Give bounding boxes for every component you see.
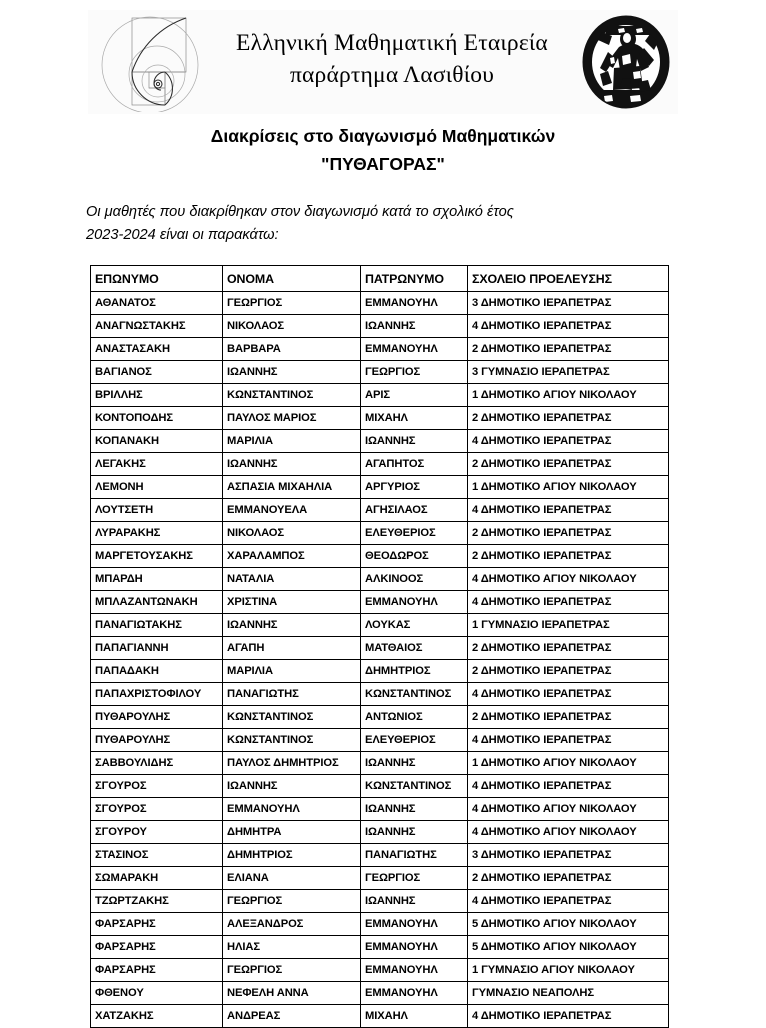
- cell-firstname: ΙΩΑΝΝΗΣ: [223, 614, 361, 637]
- cell-surname: ΜΑΡΓΕΤΟΥΣΑΚΗΣ: [91, 545, 223, 568]
- table-row: [91, 476, 669, 499]
- cell-school: 3 ΔΗΜΟΤΙΚΟ ΙΕΡΑΠΕΤΡΑΣ: [468, 292, 669, 315]
- cell-firstname: ΑΓΑΠΗ: [223, 637, 361, 660]
- cell-surname: ΤΖΩΡΤΖΑΚΗΣ: [91, 890, 223, 913]
- cell-school: 1 ΓΥΜΝΑΣΙΟ ΙΕΡΑΠΕΤΡΑΣ: [468, 614, 669, 637]
- students-table: [90, 265, 669, 1028]
- cell-surname: ΛΟΥΤΣΕΤΗ: [91, 499, 223, 522]
- table-row: [91, 614, 669, 637]
- cell-patronymic: ΕΜΜΑΝΟΥΗΛ: [361, 959, 468, 982]
- cell-patronymic: ΔΗΜΗΤΡΙΟΣ: [361, 660, 468, 683]
- cell-firstname: ΝΑΤΑΛΙΑ: [223, 568, 361, 591]
- cell-patronymic: ΙΩΑΝΝΗΣ: [361, 430, 468, 453]
- cell-school: 4 ΔΗΜΟΤΙΚΟ ΙΕΡΑΠΕΤΡΑΣ: [468, 729, 669, 752]
- cell-firstname: ΠΑΝΑΓΙΩΤΗΣ: [223, 683, 361, 706]
- cell-patronymic: ΑΡΙΣ: [361, 384, 468, 407]
- cell-patronymic: ΓΕΩΡΓΙΟΣ: [361, 867, 468, 890]
- table-row: [91, 798, 669, 821]
- table-row: [91, 821, 669, 844]
- table-header-row: [91, 266, 669, 292]
- cell-firstname: ΧΑΡΑΛΑΜΠΟΣ: [223, 545, 361, 568]
- cell-patronymic: ΕΛΕΥΘΕΡΙΟΣ: [361, 729, 468, 752]
- cell-surname: ΣΓΟΥΡΟΣ: [91, 798, 223, 821]
- cell-patronymic: ΙΩΑΝΝΗΣ: [361, 315, 468, 338]
- ancient-coin-seal-icon: [578, 12, 674, 112]
- cell-patronymic: ΚΩΝΣΤΑΝΤΙΝΟΣ: [361, 683, 468, 706]
- cell-school: 4 ΔΗΜΟΤΙΚΟ ΙΕΡΑΠΕΤΡΑΣ: [468, 775, 669, 798]
- cell-firstname: ΑΝΔΡΕΑΣ: [223, 1005, 361, 1028]
- cell-firstname: ΒΑΡΒΑΡΑ: [223, 338, 361, 361]
- cell-surname: ΒΑΓΙΑΝΟΣ: [91, 361, 223, 384]
- cell-surname: ΑΝΑΣΤΑΣΑΚΗ: [91, 338, 223, 361]
- table-row: [91, 844, 669, 867]
- organization-title: [206, 28, 578, 96]
- table-row: [91, 775, 669, 798]
- cell-school: 4 ΔΗΜΟΤΙΚΟ ΙΕΡΑΠΕΤΡΑΣ: [468, 683, 669, 706]
- table-row: [91, 913, 669, 936]
- column-header-surname: ΕΠΩΝΥΜΟ: [91, 266, 223, 292]
- intro-line-1: Οι μαθητές που διακρίθηκαν στον διαγωνισμό κατά το σχολικό έτος: [86, 204, 514, 220]
- cell-surname: ΑΝΑΓΝΩΣΤΑΚΗΣ: [91, 315, 223, 338]
- cell-patronymic: ΠΑΝΑΓΙΩΤΗΣ: [361, 844, 468, 867]
- cell-school: 2 ΔΗΜΟΤΙΚΟ ΙΕΡΑΠΕΤΡΑΣ: [468, 338, 669, 361]
- intro-paragraph: [86, 201, 646, 247]
- cell-school: 4 ΔΗΜΟΤΙΚΟ ΙΕΡΑΠΕΤΡΑΣ: [468, 890, 669, 913]
- table-row: [91, 660, 669, 683]
- cell-firstname: ΠΑΥΛΟΣ ΔΗΜΗΤΡΙΟΣ: [223, 752, 361, 775]
- cell-school: 5 ΔΗΜΟΤΙΚΟ ΑΓΙΟΥ ΝΙΚΟΛΑΟΥ: [468, 913, 669, 936]
- cell-school: 4 ΔΗΜΟΤΙΚΟ ΙΕΡΑΠΕΤΡΑΣ: [468, 1005, 669, 1028]
- cell-school: 2 ΔΗΜΟΤΙΚΟ ΙΕΡΑΠΕΤΡΑΣ: [468, 453, 669, 476]
- cell-school: 4 ΔΗΜΟΤΙΚΟ ΑΓΙΟΥ ΝΙΚΟΛΑΟΥ: [468, 568, 669, 591]
- cell-patronymic: ΜΙΧΑΗΛ: [361, 1005, 468, 1028]
- table-row: [91, 407, 669, 430]
- cell-firstname: ΓΕΩΡΓΙΟΣ: [223, 959, 361, 982]
- cell-firstname: ΕΜΜΑΝΟΥΕΛΑ: [223, 499, 361, 522]
- page-title: [0, 122, 766, 179]
- cell-patronymic: ΑΝΤΩΝΙΟΣ: [361, 706, 468, 729]
- table-row: [91, 499, 669, 522]
- cell-surname: ΠΥΘΑΡΟΥΛΗΣ: [91, 729, 223, 752]
- cell-surname: ΠΥΘΑΡΟΥΛΗΣ: [91, 706, 223, 729]
- table-row: [91, 292, 669, 315]
- column-header-firstname: ΟΝΟΜΑ: [223, 266, 361, 292]
- page-title-line-1: Διακρίσεις στο διαγωνισμό Μαθηματικών: [210, 126, 556, 146]
- cell-firstname: ΙΩΑΝΝΗΣ: [223, 775, 361, 798]
- cell-school: 1 ΔΗΜΟΤΙΚΟ ΑΓΙΟΥ ΝΙΚΟΛΑΟΥ: [468, 476, 669, 499]
- cell-patronymic: ΕΜΜΑΝΟΥΗΛ: [361, 292, 468, 315]
- table-row: [91, 683, 669, 706]
- cell-patronymic: ΙΩΑΝΝΗΣ: [361, 752, 468, 775]
- table-row: [91, 361, 669, 384]
- cell-surname: ΣΑΒΒΟΥΛΙΔΗΣ: [91, 752, 223, 775]
- cell-school: 2 ΔΗΜΟΤΙΚΟ ΙΕΡΑΠΕΤΡΑΣ: [468, 522, 669, 545]
- cell-surname: ΣΩΜΑΡΑΚΗ: [91, 867, 223, 890]
- cell-patronymic: ΕΜΜΑΝΟΥΗΛ: [361, 936, 468, 959]
- cell-school: 4 ΔΗΜΟΤΙΚΟ ΙΕΡΑΠΕΤΡΑΣ: [468, 499, 669, 522]
- cell-school: 1 ΔΗΜΟΤΙΚΟ ΑΓΙΟΥ ΝΙΚΟΛΑΟΥ: [468, 752, 669, 775]
- cell-surname: ΜΠΛΑΖΑΝΤΩΝΑΚΗ: [91, 591, 223, 614]
- table-row: [91, 637, 669, 660]
- cell-surname: ΑΘΑΝΑΤΟΣ: [91, 292, 223, 315]
- cell-surname: ΦΑΡΣΑΡΗΣ: [91, 959, 223, 982]
- cell-surname: ΠΑΝΑΓΙΩΤΑΚΗΣ: [91, 614, 223, 637]
- cell-patronymic: ΛΟΥΚΑΣ: [361, 614, 468, 637]
- table-row: [91, 591, 669, 614]
- cell-firstname: ΑΛΕΞΑΝΔΡΟΣ: [223, 913, 361, 936]
- table-row: [91, 1005, 669, 1028]
- cell-school: 3 ΓΥΜΝΑΣΙΟ ΙΕΡΑΠΕΤΡΑΣ: [468, 361, 669, 384]
- org-name-line-2: παράρτημα Λασιθίου: [289, 62, 495, 88]
- cell-firstname: ΔΗΜΗΤΡΙΟΣ: [223, 844, 361, 867]
- cell-patronymic: ΙΩΑΝΝΗΣ: [361, 821, 468, 844]
- cell-school: 2 ΔΗΜΟΤΙΚΟ ΙΕΡΑΠΕΤΡΑΣ: [468, 545, 669, 568]
- table-row: [91, 706, 669, 729]
- cell-school: 2 ΔΗΜΟΤΙΚΟ ΙΕΡΑΠΕΤΡΑΣ: [468, 637, 669, 660]
- cell-surname: ΦΑΡΣΑΡΗΣ: [91, 913, 223, 936]
- cell-patronymic: ΕΜΜΑΝΟΥΗΛ: [361, 591, 468, 614]
- cell-patronymic: ΜΑΤΘΑΙΟΣ: [361, 637, 468, 660]
- cell-firstname: ΕΛΙΑΝΑ: [223, 867, 361, 890]
- cell-patronymic: ΓΕΩΡΓΙΟΣ: [361, 361, 468, 384]
- cell-firstname: ΝΙΚΟΛΑΟΣ: [223, 315, 361, 338]
- cell-firstname: ΙΩΑΝΝΗΣ: [223, 361, 361, 384]
- table-row: [91, 338, 669, 361]
- table-row: [91, 384, 669, 407]
- cell-school: 4 ΔΗΜΟΤΙΚΟ ΙΕΡΑΠΕΤΡΑΣ: [468, 315, 669, 338]
- cell-school: 5 ΔΗΜΟΤΙΚΟ ΑΓΙΟΥ ΝΙΚΟΛΑΟΥ: [468, 936, 669, 959]
- cell-school: 1 ΓΥΜΝΑΣΙΟ ΑΓΙΟΥ ΝΙΚΟΛΑΟΥ: [468, 959, 669, 982]
- cell-patronymic: ΙΩΑΝΝΗΣ: [361, 890, 468, 913]
- table-row: [91, 568, 669, 591]
- column-header-school: ΣΧΟΛΕΙΟ ΠΡΟΕΛΕΥΣΗΣ: [468, 266, 669, 292]
- cell-surname: ΚΟΠΑΝΑΚΗ: [91, 430, 223, 453]
- intro-line-2: 2023-2024 είναι οι παρακάτω:: [86, 227, 279, 244]
- table-row: [91, 453, 669, 476]
- cell-firstname: ΚΩΝΣΤΑΝΤΙΝΟΣ: [223, 706, 361, 729]
- cell-patronymic: ΕΜΜΑΝΟΥΗΛ: [361, 982, 468, 1005]
- cell-patronymic: ΑΡΓΥΡΙΟΣ: [361, 476, 468, 499]
- cell-firstname: ΔΗΜΗΤΡΑ: [223, 821, 361, 844]
- cell-surname: ΣΤΑΣΙΝΟΣ: [91, 844, 223, 867]
- org-name-line-1: Ελληνική Μαθηματική Εταιρεία: [236, 30, 548, 57]
- cell-patronymic: ΕΜΜΑΝΟΥΗΛ: [361, 338, 468, 361]
- cell-firstname: ΚΩΝΣΤΑΝΤΙΝΟΣ: [223, 384, 361, 407]
- table-row: [91, 982, 669, 1005]
- table-row: [91, 890, 669, 913]
- cell-school: 1 ΔΗΜΟΤΙΚΟ ΑΓΙΟΥ ΝΙΚΟΛΑΟΥ: [468, 384, 669, 407]
- cell-firstname: ΧΡΙΣΤΙΝΑ: [223, 591, 361, 614]
- cell-firstname: ΕΜΜΑΝΟΥΗΛ: [223, 798, 361, 821]
- cell-school: 2 ΔΗΜΟΤΙΚΟ ΙΕΡΑΠΕΤΡΑΣ: [468, 407, 669, 430]
- cell-firstname: ΜΑΡΙΛΙΑ: [223, 660, 361, 683]
- cell-patronymic: ΑΓΑΠΗΤΟΣ: [361, 453, 468, 476]
- cell-surname: ΛΥΡΑΡΑΚΗΣ: [91, 522, 223, 545]
- students-table-container: [90, 265, 668, 1028]
- cell-patronymic: ΘΕΟΔΩΡΟΣ: [361, 545, 468, 568]
- table-row: [91, 729, 669, 752]
- table-row: [91, 752, 669, 775]
- cell-school: ΓΥΜΝΑΣΙΟ ΝΕΑΠΟΛΗΣ: [468, 982, 669, 1005]
- cell-surname: ΛΕΜΟΝΗ: [91, 476, 223, 499]
- cell-firstname: ΓΕΩΡΓΙΟΣ: [223, 890, 361, 913]
- table-row: [91, 936, 669, 959]
- cell-patronymic: ΙΩΑΝΝΗΣ: [361, 798, 468, 821]
- header-banner: [88, 10, 678, 114]
- cell-school: 3 ΔΗΜΟΤΙΚΟ ΙΕΡΑΠΕΤΡΑΣ: [468, 844, 669, 867]
- cell-school: 4 ΔΗΜΟΤΙΚΟ ΙΕΡΑΠΕΤΡΑΣ: [468, 591, 669, 614]
- cell-surname: ΛΕΓΑΚΗΣ: [91, 453, 223, 476]
- cell-school: 2 ΔΗΜΟΤΙΚΟ ΙΕΡΑΠΕΤΡΑΣ: [468, 867, 669, 890]
- cell-school: 2 ΔΗΜΟΤΙΚΟ ΙΕΡΑΠΕΤΡΑΣ: [468, 660, 669, 683]
- cell-surname: ΣΓΟΥΡΟΥ: [91, 821, 223, 844]
- cell-patronymic: ΕΜΜΑΝΟΥΗΛ: [361, 913, 468, 936]
- cell-surname: ΠΑΠΑΓΙΑΝΝΗ: [91, 637, 223, 660]
- cell-firstname: ΗΛΙΑΣ: [223, 936, 361, 959]
- cell-firstname: ΑΣΠΑΣΙΑ ΜΙΧΑΗΛΙΑ: [223, 476, 361, 499]
- cell-surname: ΒΡΙΛΛΗΣ: [91, 384, 223, 407]
- cell-surname: ΜΠΑΡΔΗ: [91, 568, 223, 591]
- cell-patronymic: ΚΩΝΣΤΑΝΤΙΝΟΣ: [361, 775, 468, 798]
- cell-firstname: ΓΕΩΡΓΙΟΣ: [223, 292, 361, 315]
- page-title-line-2: "ΠΥΘΑΓΟΡΑΣ": [321, 154, 445, 175]
- column-header-patronymic: ΠΑΤΡΩΝΥΜΟ: [361, 266, 468, 292]
- cell-patronymic: ΜΙΧΑΗΛ: [361, 407, 468, 430]
- cell-patronymic: ΑΛΚΙΝΟΟΣ: [361, 568, 468, 591]
- table-row: [91, 867, 669, 890]
- cell-firstname: ΝΕΦΕΛΗ ΑΝΝΑ: [223, 982, 361, 1005]
- cell-school: 4 ΔΗΜΟΤΙΚΟ ΑΓΙΟΥ ΝΙΚΟΛΑΟΥ: [468, 821, 669, 844]
- cell-surname: ΣΓΟΥΡΟΣ: [91, 775, 223, 798]
- fibonacci-spiral-logo-icon: [94, 12, 206, 112]
- cell-school: 2 ΔΗΜΟΤΙΚΟ ΙΕΡΑΠΕΤΡΑΣ: [468, 706, 669, 729]
- table-row: [91, 430, 669, 453]
- cell-surname: ΦΑΡΣΑΡΗΣ: [91, 936, 223, 959]
- cell-firstname: ΝΙΚΟΛΑΟΣ: [223, 522, 361, 545]
- cell-surname: ΠΑΠΑΔΑΚΗ: [91, 660, 223, 683]
- cell-surname: ΠΑΠΑΧΡΙΣΤΟΦΙΛΟΥ: [91, 683, 223, 706]
- cell-surname: ΦΘΕΝΟΥ: [91, 982, 223, 1005]
- cell-firstname: ΠΑΥΛΟΣ ΜΑΡΙΟΣ: [223, 407, 361, 430]
- cell-firstname: ΙΩΑΝΝΗΣ: [223, 453, 361, 476]
- table-row: [91, 522, 669, 545]
- cell-firstname: ΚΩΝΣΤΑΝΤΙΝΟΣ: [223, 729, 361, 752]
- students-table-body: [91, 292, 669, 1028]
- cell-surname: ΧΑΤΖΑΚΗΣ: [91, 1005, 223, 1028]
- table-row: [91, 315, 669, 338]
- table-row: [91, 959, 669, 982]
- cell-surname: ΚΟΝΤΟΠΟΔΗΣ: [91, 407, 223, 430]
- cell-patronymic: ΕΛΕΥΘΕΡΙΟΣ: [361, 522, 468, 545]
- cell-school: 4 ΔΗΜΟΤΙΚΟ ΙΕΡΑΠΕΤΡΑΣ: [468, 430, 669, 453]
- cell-patronymic: ΑΓΗΣΙΛΑΟΣ: [361, 499, 468, 522]
- table-row: [91, 545, 669, 568]
- cell-school: 4 ΔΗΜΟΤΙΚΟ ΑΓΙΟΥ ΝΙΚΟΛΑΟΥ: [468, 798, 669, 821]
- cell-firstname: ΜΑΡΙΛΙΑ: [223, 430, 361, 453]
